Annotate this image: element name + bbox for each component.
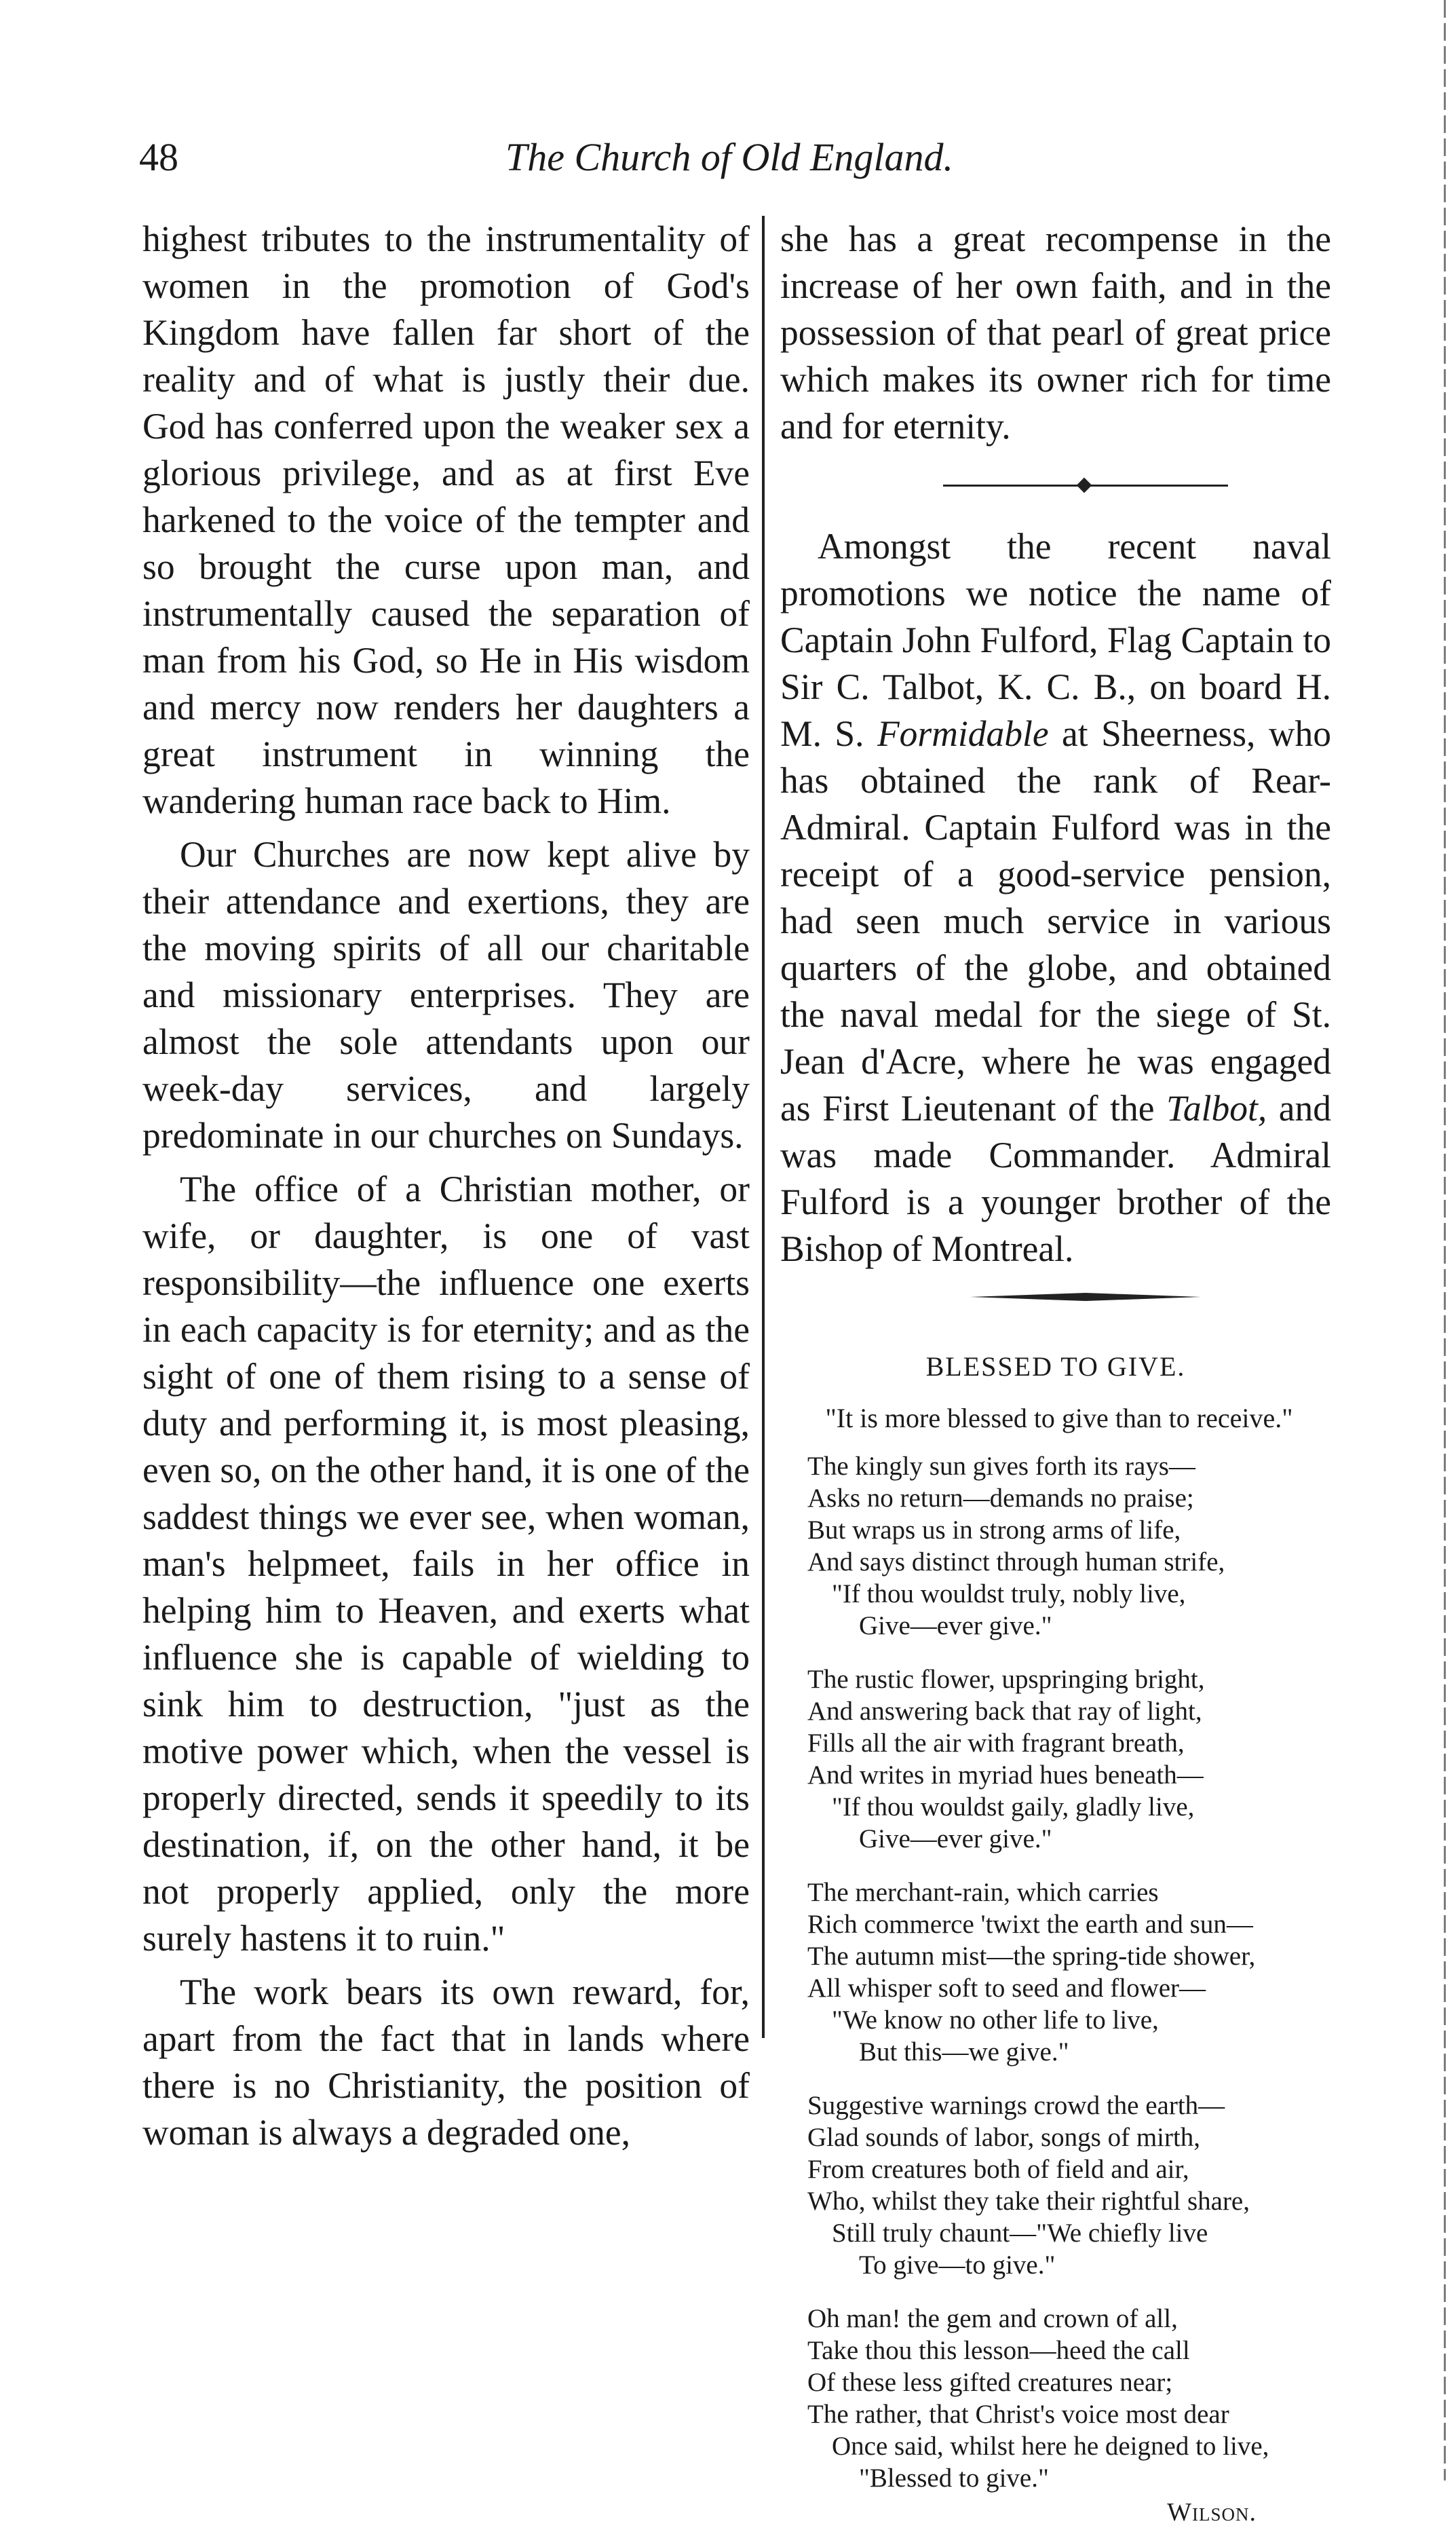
poem-epigraph: "It is more blessed to give than to receive." — [825, 1403, 1293, 1433]
running-title: The Church of Old England. — [505, 135, 953, 179]
poem-line: Who, whilst they take their rightful share, — [807, 2187, 1250, 2216]
poem-line: Rich commerce 'twixt the earth and sun— — [807, 1910, 1253, 1939]
page-edge-rule — [1444, 0, 1446, 2480]
left-column — [142, 216, 750, 2156]
poem-line: The merchant-rain, which carries — [807, 1878, 1159, 1907]
poem-line: Asks no return—demands no praise; — [807, 1484, 1194, 1513]
paragraph-continuation: highest tributes to the instrumentality of women in the promotion of God's Kingdom have fallen far short of the reality and of what is justly their due. God has conferred upon the weaker sex a glorious privilege, and as at first Eve harkened to the voice of the tempter and so brought the curse upon man, and instrumentally caused the separation of man from his God, so He in His wisdom and mercy now renders her daughters a great instrument in winning the wandering human race back to Him. — [142, 219, 750, 821]
naval-promotion-notice — [780, 523, 1331, 1272]
poem-line: The kingly sun gives forth its rays— — [807, 1452, 1195, 1481]
poem-line: Once said, whilst here he deigned to live, — [832, 2432, 1269, 2461]
poem-stanza-4 — [780, 2090, 1331, 2281]
ship-name-formidable: Formidable — [877, 713, 1049, 754]
poem-stanza-3 — [780, 1876, 1331, 2068]
poem-line: But this—we give." — [859, 2037, 1069, 2067]
poem-title: BLESSED TO GIVE. — [925, 1351, 1186, 1382]
naval-notice-text-middle: at Sheerness, who has obtained the rank of Rear-Admiral. Captain Fulford was in the receipt of a good-service pension, had seen much service in various quarters of the globe, and obtained the naval medal for the siege of St. Jean d'Acre, where he was engaged as First Lieutenant of the — [780, 713, 1331, 1129]
poem-line: And writes in myriad hues beneath— — [807, 1760, 1204, 1790]
poem-line: Take thou this lesson—heed the call — [807, 2336, 1190, 2365]
poem-line: Still truly chaunt—"We chiefly live — [832, 2219, 1208, 2248]
column-divider — [762, 216, 765, 2038]
poem-stanza-1 — [780, 1450, 1331, 1642]
paragraph-christian-mother: The office of a Christian mother, or wife, or daughter, is one of vast responsibility—the influence one exerts in each capacity is for eternity; and as the sight of one of them rising to a sense of duty and performing it, is most pleasing, even so, on the other hand, it is one of the saddest things we ever see, when woman, man's helpmeet, fails in her office in helping him to Heaven, and exerts what influence she is capable of wielding to sink him to destruction, "just as the motive power which, when the vessel is properly directed, sends it speedily to its destination, if, on the other hand, it be not properly applied, only the more surely hastens it to ruin." — [142, 1169, 750, 1959]
poem-line: "Blessed to give." — [859, 2464, 1049, 2493]
poem-line: And answering back that ray of light, — [807, 1697, 1202, 1726]
poem-line: Give—ever give." — [859, 1824, 1052, 1853]
naval-notice-text-end: and was made Commander. Admiral Fulford is a younger brother of the Bishop of Montreal. — [780, 1088, 1331, 1269]
poem-line: All whisper soft to seed and flower— — [807, 1974, 1206, 2003]
poem-line: From creatures both of field and air, — [807, 2155, 1189, 2184]
poem-line: And says distinct through human strife, — [807, 1547, 1225, 1577]
page-number: 48 — [139, 135, 178, 179]
ship-name-talbot: Talbot, — [1166, 1088, 1267, 1129]
poem-line: "If thou wouldst gaily, gladly live, — [832, 1792, 1195, 1822]
paragraph-work-reward: The work bears its own reward, for, apart from the fact that in lands where there is no Christianity, the position of woman is always a degraded one, — [142, 1972, 750, 2153]
poem-line: Of these less gifted creatures near; — [807, 2368, 1173, 2397]
page-header — [139, 129, 1320, 190]
poem-line: Fills all the air with fragrant breath, — [807, 1729, 1185, 1758]
section-divider-tapered — [780, 1285, 1331, 1309]
paragraph-recompense: she has a great recompense in the increase of her own faith, and in the possession of that pearl of great price which makes its owner rich for time and for eternity. — [780, 219, 1331, 447]
poem-line: But wraps us in strong arms of life, — [807, 1515, 1181, 1545]
section-divider-ornament — [780, 472, 1331, 499]
poem-line: Give—ever give." — [859, 1611, 1052, 1640]
right-column — [780, 216, 1331, 2528]
poem-line: The rustic flower, upspringing bright, — [807, 1665, 1205, 1694]
poem-line: The rather, that Christ's voice most dear — [807, 2400, 1229, 2429]
naval-notice-text: Amongst the recent naval promotions we notice the name of Captain John Fulford, Flag Captain to Sir C. Talbot, K. C. B., on board H. M. S. — [780, 526, 1331, 754]
poem-stanza-5 — [780, 2303, 1331, 2494]
poem-line: Suggestive warnings crowd the earth— — [807, 2091, 1225, 2120]
poem-author: Wilson. — [1167, 2498, 1257, 2527]
poem-stanza-2 — [780, 1663, 1331, 1855]
poem-line: The autumn mist—the spring-tide shower, — [807, 1942, 1256, 1971]
poem-line: Glad sounds of labor, songs of mirth, — [807, 2123, 1201, 2152]
paragraph-churches: Our Churches are now kept alive by their attendance and exertions, they are the moving spirits of all our charitable and missionary enterprises. They are almost the sole attendants upon our week-day services, and largely predominate in our churches on Sundays. — [142, 834, 750, 1156]
poem-line: "We know no other life to live, — [832, 2005, 1159, 2035]
poem-line: Oh man! the gem and crown of all, — [807, 2304, 1178, 2333]
poem-line: To give—to give." — [859, 2250, 1056, 2280]
poem-line: "If thou wouldst truly, nobly live, — [832, 1579, 1186, 1608]
